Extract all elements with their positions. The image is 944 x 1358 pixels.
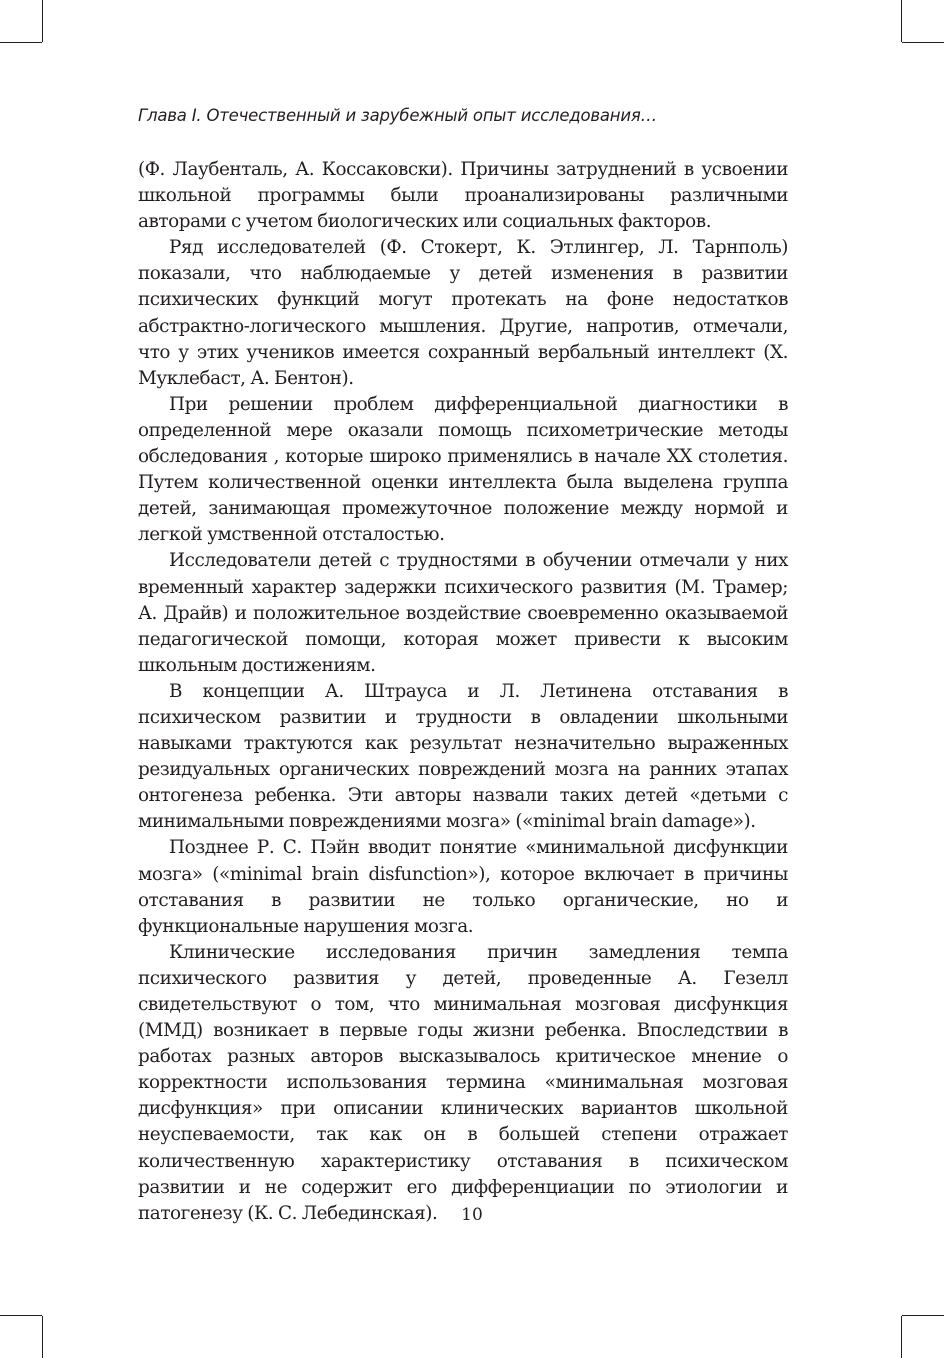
body-text (138, 157, 788, 1227)
paragraph: Ряд исследователей (Ф. Стокерт, К. Этлингер, Л. Тарнполь) показали, что наблюдаемые у детей изменения в развитии психических функций могут протекать на фоне недостатков абстрактно-логического мышления. Другие, напротив, отмечали, что у этих учеников имеется сохранный вербальный интеллект (Х. Муклебаст, А. Бентон). (138, 237, 788, 389)
crop-mark-top-right (901, 0, 902, 42)
running-head: Глава I. Отечественный и зарубежный опыт исследования… (138, 106, 657, 125)
paragraph: (Ф. Лаубенталь, А. Коссаковски). Причины затруднений в усвоении школьной программы были проанализированы различными авторами с учетом биологических или социальных факторов. (138, 159, 788, 233)
paragraph: В концепции А. Штрауса и Л. Летинена отставания в психическом развитии и трудности в овладении школьными навыками трактуются как результат незначительно выраженных резидуальных органических повреждений мозга на ранних этапах онтогенеза ребенка. Эти авторы назвали таких детей «детьми с минимальными повреждениями мозга» («minimal brain damage»). (138, 680, 788, 833)
paragraph: Позднее Р. С. Пэйн вводит понятие «минимальной дисфункции мозга» («minimal brain disfunction»), которое включает в причины отставания в развитии не только органические, но и функциональные нарушения мозга. (138, 837, 788, 937)
crop-mark-bottom-left-h (0, 1315, 42, 1316)
crop-mark-bottom-right (901, 1316, 902, 1358)
paragraph: При решении проблем дифференциальной диагностики в определенной мере оказали помощь психометрические методы обследования , которые широко применялись в начале XX столетия. Путем количественной оценки интеллекта была выделена группа детей, занимающая промежуточное положение между нормой и легкой умственной отсталостью. (138, 393, 788, 546)
crop-mark-top-left (42, 0, 43, 42)
crop-mark-bottom-right-h (902, 1315, 944, 1316)
crop-mark-top-right-h (902, 42, 944, 43)
page-number: 10 (461, 1205, 483, 1225)
paragraph: Исследователи детей с трудностями в обучении отмечали у них временный характер задержки психического развития (М. Трамер; А. Драйв) и положительное воздействие своевременно оказываемой педагогической помощи, которая может привести к высоким школьным достижениям. (138, 550, 788, 676)
paragraph: Клинические исследования причин замедления темпа психического развития у детей, проведенные А. Гезелл свидетельствуют о том, что минимальная мозговая дисфункция (ММД) возникает в первые годы жизни ребенка. Впоследствии в работах разных авторов высказывалось критическое мнение о корректности использования термина «минимальная мозговая дисфункция» при описании клинических вариантов школьной неуспеваемости, так как он в большей степени отражает количественную характеристику отставания в психическом развитии и не содержит его дифференциации по этиологии и патогенезу (К. С. Лебединская). (138, 941, 788, 1224)
crop-mark-bottom-left (42, 1316, 43, 1358)
crop-mark-top-left-h (0, 42, 42, 43)
